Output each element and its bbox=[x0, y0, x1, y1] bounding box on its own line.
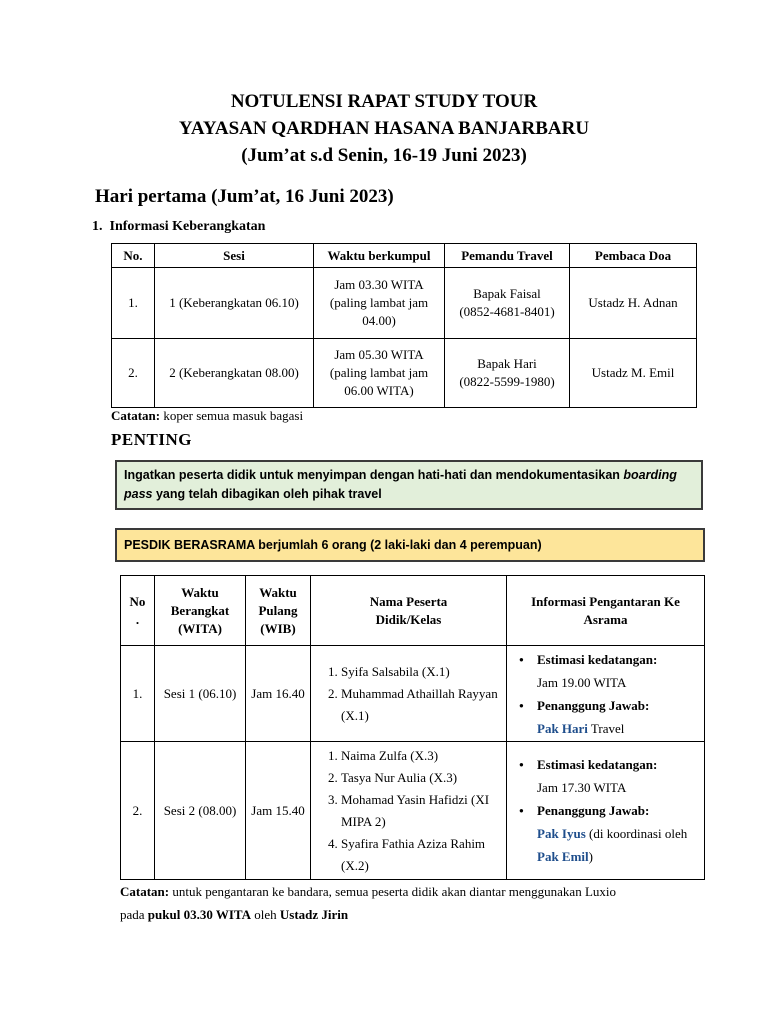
list-item: 2. Muhammad Athaillah Rayyan (X.1) bbox=[341, 683, 502, 727]
col-header-no: No . bbox=[121, 576, 155, 646]
col-header-pulang: Waktu Pulang (WIB) bbox=[246, 576, 311, 646]
col-header-pemandu: Pemandu Travel bbox=[445, 244, 570, 268]
important-heading: PENTING bbox=[111, 430, 192, 449]
col-header-doa: Pembaca Doa bbox=[570, 244, 697, 268]
departure-table bbox=[111, 243, 697, 408]
cell-pemandu: Bapak Faisal (0852-4681-8401) bbox=[445, 268, 570, 339]
cell-info bbox=[507, 646, 705, 742]
cell-no: 1. bbox=[112, 268, 155, 339]
table-row bbox=[121, 646, 705, 742]
cell-names bbox=[311, 646, 507, 742]
list-item: ● Penanggung Jawab: Pak Iyus (di koordinasi oleh Pak Emil) bbox=[537, 799, 700, 868]
table-row bbox=[121, 742, 705, 880]
col-header-sesi: Sesi bbox=[155, 244, 314, 268]
note-airport-transport: Catatan: untuk pengantaran ke bandara, semua peserta didik akan diantar menggunakan Luxio pada pukul 03.30 WITA oleh Ustadz Jirin bbox=[120, 884, 617, 922]
cell-no: 2. bbox=[112, 339, 155, 408]
list-item: ● Estimasi kedatangan: Jam 19.00 WITA bbox=[537, 648, 700, 694]
cell-names bbox=[311, 742, 507, 880]
document-title-line2: YAYASAN QARDHAN HASANA BANJARBARU bbox=[178, 118, 590, 139]
cell-no: 1. bbox=[121, 646, 155, 742]
list-item: ● Estimasi kedatangan: Jam 17.30 WITA bbox=[537, 753, 700, 799]
cell-berangkat: Sesi 1 (06.10) bbox=[155, 646, 246, 742]
col-header-info: Informasi Pengantaran Ke Asrama bbox=[507, 576, 705, 646]
cell-sesi: 1 (Keberangkatan 06.10) bbox=[155, 268, 314, 339]
cell-pulang: Jam 15.40 bbox=[246, 742, 311, 880]
cell-sesi: 2 (Keberangkatan 08.00) bbox=[155, 339, 314, 408]
cell-no: 2. bbox=[121, 742, 155, 880]
cell-waktu: Jam 05.30 WITA (paling lambat jam 06.00 WITA) bbox=[314, 339, 445, 408]
list-item: ● Penanggung Jawab: Pak Hari Travel bbox=[537, 694, 700, 740]
document-title-line3: (Jum’at s.d Senin, 16-19 Juni 2023) bbox=[241, 145, 527, 166]
cell-doa: Ustadz M. Emil bbox=[570, 339, 697, 408]
col-header-berangkat: Waktu Berangkat (WITA) bbox=[155, 576, 246, 646]
table-row bbox=[112, 268, 697, 339]
cell-pemandu: Bapak Hari (0822-5599-1980) bbox=[445, 339, 570, 408]
col-header-waktu: Waktu berkumpul bbox=[314, 244, 445, 268]
day-heading: Hari pertama (Jum’at, 16 Juni 2023) bbox=[95, 186, 394, 207]
cell-berangkat: Sesi 2 (08.00) bbox=[155, 742, 246, 880]
boarding-students-banner: PESDIK BERASRAMA berjumlah 6 orang (2 laki-laki dan 4 perempuan) bbox=[115, 528, 705, 562]
list-item: 3. Mohamad Yasin Hafidzi (XI MIPA 2) bbox=[341, 789, 502, 833]
list-item: 4. Syafira Fathia Aziza Rahim (X.2) bbox=[341, 833, 502, 877]
section-heading-departure: 1. Informasi Keberangkatan bbox=[92, 219, 266, 234]
list-item: 1. Syifa Salsabila (X.1) bbox=[341, 661, 502, 683]
list-item: 2. Tasya Nur Aulia (X.3) bbox=[341, 767, 502, 789]
cell-pulang: Jam 16.40 bbox=[246, 646, 311, 742]
list-item: 1. Naima Zulfa (X.3) bbox=[341, 745, 502, 767]
cell-waktu: Jam 03.30 WITA (paling lambat jam 04.00) bbox=[314, 268, 445, 339]
cell-doa: Ustadz H. Adnan bbox=[570, 268, 697, 339]
document-title-line1: NOTULENSI RAPAT STUDY TOUR bbox=[230, 91, 538, 112]
col-header-nama: Nama Peserta Didik/Kelas bbox=[311, 576, 507, 646]
dormitory-delivery-table bbox=[120, 575, 705, 880]
table-row bbox=[112, 339, 697, 408]
boarding-pass-reminder: Ingatkan peserta didik untuk menyimpan dengan hati-hati dan mendokumentasikan boarding pass yang telah dibagikan oleh pihak travel bbox=[115, 460, 703, 510]
note-luggage: Catatan: koper semua masuk bagasi bbox=[111, 408, 304, 423]
col-header-no: No. bbox=[112, 244, 155, 268]
cell-info bbox=[507, 742, 705, 880]
